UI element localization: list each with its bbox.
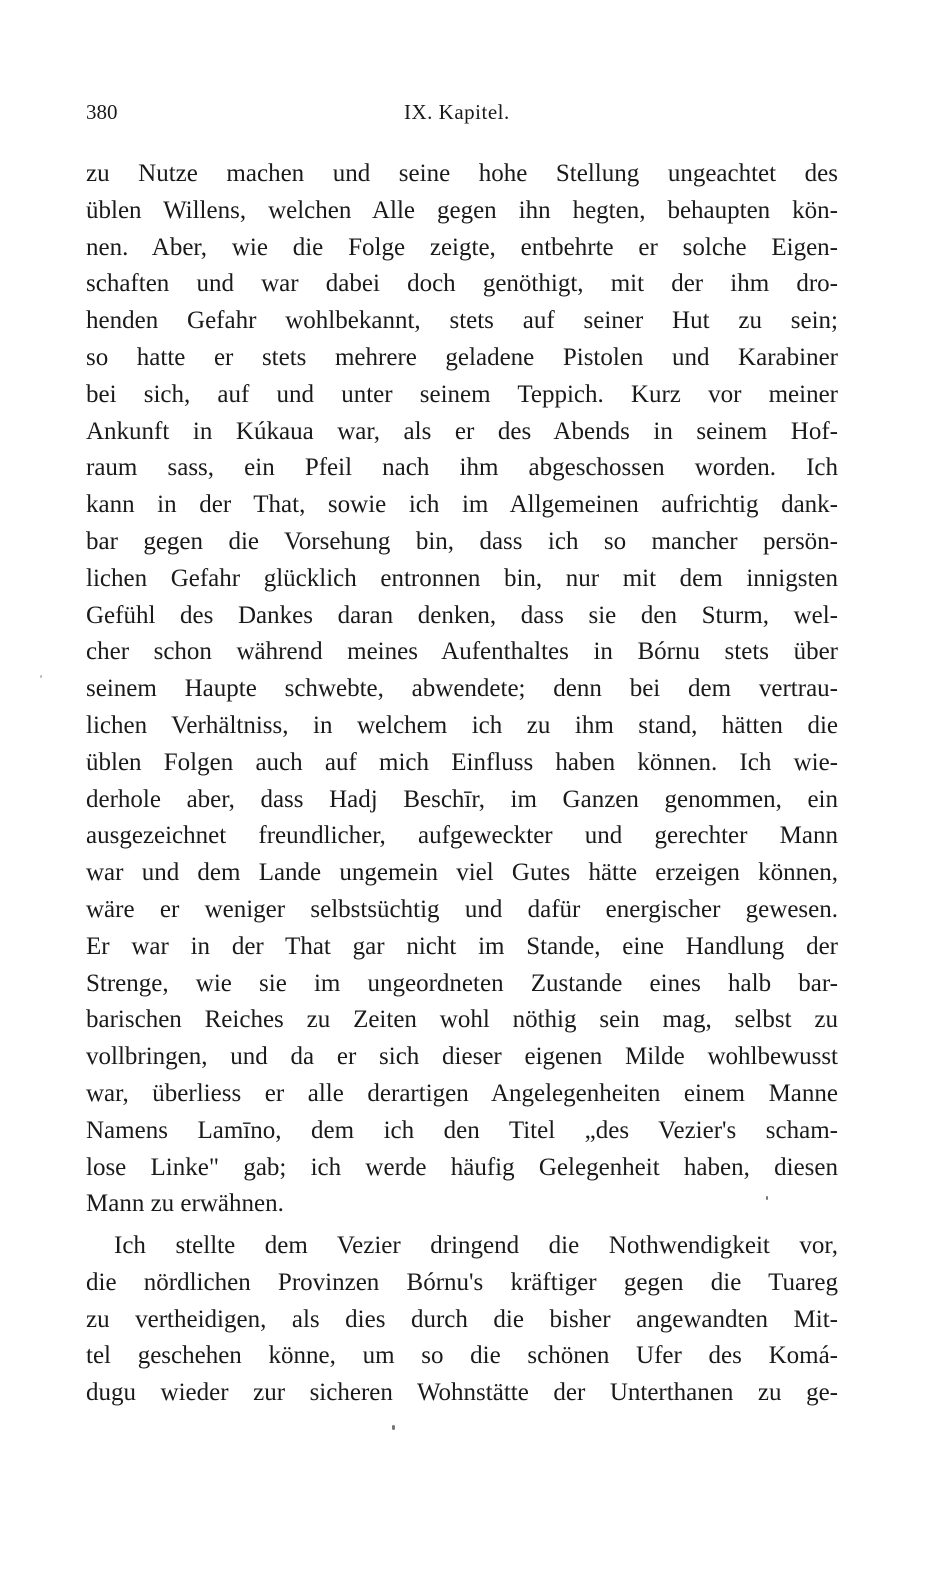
text-line: lichen Gefahr glücklich entronnen bin, nur mit dem innigsten	[86, 564, 838, 592]
text-line: üblen Willens, welchen Alle gegen ihn hegten, behaupten kön-	[86, 196, 838, 224]
text-line: bar gegen die Vorsehung bin, dass ich so mancher persön-	[86, 527, 838, 555]
text-line: derhole aber, dass Hadj Beschīr, im Ganzen genommen, ein	[86, 785, 838, 813]
paragraph-2	[86, 1228, 838, 1412]
text-line: Ankunft in Kúkaua war, als er des Abends in seinem Hof-	[86, 417, 838, 445]
text-line: tel geschehen könne, um so die schönen Ufer des Komá-	[86, 1342, 838, 1370]
text-line: war und dem Lande ungemein viel Gutes hätte erzeigen können,	[86, 859, 838, 887]
text-line: barischen Reiches zu Zeiten wohl nöthig sein mag, selbst zu	[86, 1006, 838, 1034]
running-head	[86, 100, 838, 132]
text-line: zu Nutze machen und seine hohe Stellung ungeachtet des	[86, 160, 838, 187]
text-line: lichen Verhältniss, in welchem ich zu ihm stand, hätten die	[86, 711, 838, 739]
text-line: nen. Aber, wie die Folge zeigte, entbehrte er solche Eigen-	[86, 233, 838, 261]
text-line: raum sass, ein Pfeil nach ihm abgeschossen worden. Ich	[86, 454, 838, 482]
chapter-title: IX. Kapitel.	[404, 100, 510, 124]
text-line: Namens Lamīno, dem ich den Titel „des Vezier's scham-	[86, 1116, 838, 1144]
text-line: cher schon während meines Aufenthaltes in Bórnu stets über	[86, 638, 838, 666]
text-line: seinem Haupte schwebte, abwendete; denn bei dem vertrau-	[86, 675, 838, 703]
text-line: schaften und war dabei doch genöthigt, mit der ihm dro-	[86, 270, 838, 298]
paragraph-1	[86, 156, 838, 1223]
print-speck	[392, 1425, 395, 1430]
text-line: Mann zu erwähnen.	[86, 1190, 284, 1218]
page-number: 380	[86, 100, 118, 124]
text-line: vollbringen, und da er sich dieser eigenen Milde wohlbewusst	[86, 1043, 838, 1071]
text-line: lose Linke" gab; ich werde häufig Gelegenheit haben, diesen	[86, 1153, 838, 1181]
text-line: wäre er weniger selbstsüchtig und dafür energischer gewesen.	[86, 895, 838, 923]
text-line: bei sich, auf und unter seinem Teppich. Kurz vor meiner	[86, 380, 838, 408]
text-line: Ich stellte dem Vezier dringend die Nothwendigkeit vor,	[114, 1232, 838, 1259]
text-line: dugu wieder zur sicheren Wohnstätte der Unterthanen zu ge-	[86, 1379, 838, 1407]
print-speck	[766, 1196, 768, 1200]
text-line: ausgezeichnet freundlicher, aufgeweckter und gerechter Mann	[86, 822, 838, 850]
print-speck	[40, 675, 42, 678]
text-line: die nördlichen Provinzen Bórnu's kräftiger gegen die Tuareg	[86, 1268, 838, 1296]
text-line: Gefühl des Dankes daran denken, dass sie den Sturm, wel-	[86, 601, 838, 629]
text-line: Er war in der That gar nicht im Stande, eine Handlung der	[86, 932, 838, 960]
text-line: kann in der That, sowie ich im Allgemeinen aufrichtig dank-	[86, 491, 838, 519]
text-line: so hatte er stets mehrere geladene Pistolen und Karabiner	[86, 343, 838, 371]
text-line: war, überliess er alle derartigen Angelegenheiten einem Manne	[86, 1079, 838, 1107]
text-line: zu vertheidigen, als dies durch die bisher angewandten Mit-	[86, 1305, 838, 1333]
text-line: Strenge, wie sie im ungeordneten Zustande eines halb bar-	[86, 969, 838, 997]
text-line: üblen Folgen auch auf mich Einfluss haben können. Ich wie-	[86, 748, 838, 776]
text-line: henden Gefahr wohlbekannt, stets auf seiner Hut zu sein;	[86, 307, 838, 335]
